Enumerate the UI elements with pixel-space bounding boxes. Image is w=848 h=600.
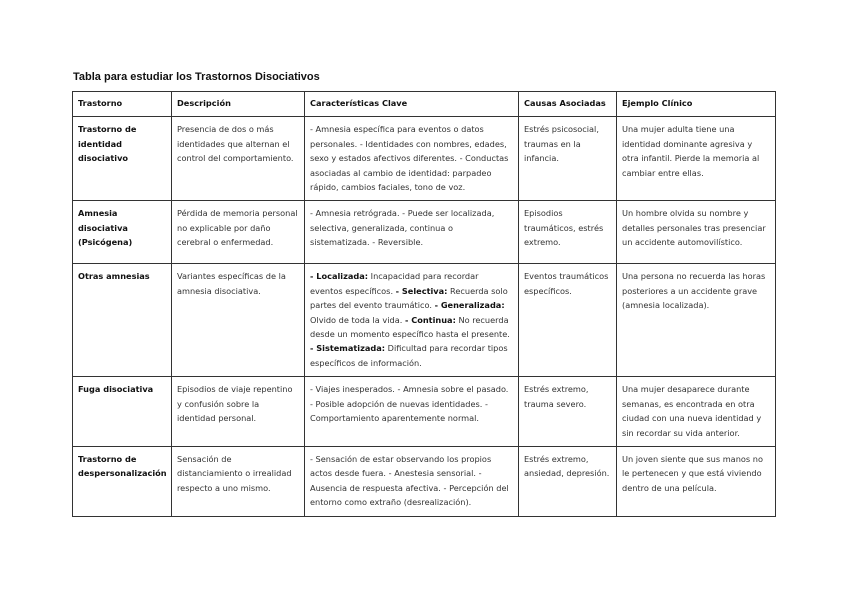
- header-ejemplo: Ejemplo Clínico: [617, 92, 776, 117]
- disorder-name: Fuga disociativa: [73, 377, 172, 447]
- disorder-features: [305, 264, 519, 377]
- table-body: [73, 117, 776, 516]
- feature-text: - Sensación de estar observando los propios actos desde fuera. - Anestesia sensorial. - Ausencia de respuesta afectiva. - Percepción del entorno como extraño (desrealización).: [310, 454, 509, 508]
- feature-label: - Generalizada:: [434, 300, 505, 311]
- header-caracteristicas: Características Clave: [305, 92, 519, 117]
- feature-label: - Localizada:: [310, 271, 369, 282]
- table-row: [73, 264, 776, 377]
- feature-text: Incapacidad para recordar eventos específicos.: [310, 271, 479, 296]
- disorder-description: Presencia de dos o más identidades que alternan el control del comportamiento.: [172, 117, 305, 201]
- feature-segment: [310, 124, 508, 192]
- disorder-description: Episodios de viaje repentino y confusión sobre la identidad personal.: [172, 377, 305, 447]
- table-row: [73, 377, 776, 447]
- disorder-features: [305, 377, 519, 447]
- header-trastorno: Trastorno: [73, 92, 172, 117]
- feature-segment: [310, 454, 509, 507]
- disorder-features: [305, 117, 519, 201]
- header-causas: Causas Asociadas: [519, 92, 617, 117]
- feature-segment: [310, 384, 508, 423]
- table-header-row: [73, 92, 776, 117]
- header-descripcion: Descripción: [172, 92, 305, 117]
- feature-text: - Amnesia específica para eventos o datos personales. - Identidades con nombres, edades, sexo y estados afectivos diferentes. - Conductas asociadas al cambio de identidad: parpadeo rápido, cambios faciales, tono de voz.: [310, 124, 509, 193]
- disorder-name: Amnesia disociativa (Psicógena): [73, 201, 172, 264]
- document-title: Tabla para estudiar los Trastornos Disociativos: [73, 71, 320, 83]
- table-row: [73, 201, 776, 264]
- disorder-name: Otras amnesias: [73, 264, 172, 377]
- disorder-causes: Estrés psicosocial, traumas en la infancia.: [519, 117, 617, 201]
- disorder-causes: Estrés extremo, ansiedad, depresión.: [519, 447, 617, 517]
- disorder-causes: Episodios traumáticos, estrés extremo.: [519, 201, 617, 264]
- disorder-description: Sensación de distanciamiento o irrealidad respecto a uno mismo.: [172, 447, 305, 517]
- disorder-example: Una mujer adulta tiene una identidad dominante agresiva y otra infantil. Pierde la memoria al cambiar entre ellas.: [617, 117, 776, 201]
- disorder-example: Un joven siente que sus manos no le pertenecen y que está viviendo dentro de una película.: [617, 447, 776, 517]
- disorder-description: Pérdida de memoria personal no explicable por daño cerebral o enfermedad.: [172, 201, 305, 264]
- disorders-table: [72, 91, 776, 517]
- feature-text: Recuerda solo partes del evento traumático.: [310, 285, 508, 311]
- disorder-example: Una persona no recuerda las horas posteriores a un accidente grave (amnesia localizada).: [617, 264, 776, 377]
- disorder-example: Un hombre olvida su nombre y detalles personales tras presenciar un accidente automovilístico.: [617, 201, 776, 264]
- table-row: [73, 447, 776, 517]
- feature-text: - Amnesia retrógrada. - Puede ser localizada, selectiva, generalizada, continua o sistematizada. - Reversible.: [310, 208, 495, 248]
- feature-text: Olvido de toda la vida.: [310, 314, 405, 325]
- feature-text: No recuerda desde un momento específico hasta el presente.: [310, 314, 510, 340]
- feature-segment: [310, 343, 508, 367]
- disorder-features: [305, 447, 519, 517]
- disorder-name: Trastorno de despersonalización: [73, 447, 172, 517]
- feature-label: - Sistematizada:: [310, 343, 386, 354]
- disorder-description: Variantes específicas de la amnesia disociativa.: [172, 264, 305, 377]
- feature-text: Dificultad para recordar tipos específicos de información.: [310, 343, 508, 368]
- feature-label: - Selectiva:: [395, 285, 448, 296]
- feature-text: - Viajes inesperados. - Amnesia sobre el pasado. - Posible adopción de nuevas identidades. - Comportamiento aparentemente normal.: [310, 384, 509, 424]
- disorder-causes: Eventos traumáticos específicos.: [519, 264, 617, 377]
- disorder-causes: Estrés extremo, trauma severo.: [519, 377, 617, 447]
- feature-segment: [310, 208, 494, 247]
- table-row: [73, 117, 776, 201]
- disorder-example: Una mujer desaparece durante semanas, es encontrada en otra ciudad con una nueva identidad y sin recordar su vida anterior.: [617, 377, 776, 447]
- disorder-features: [305, 201, 519, 264]
- feature-label: - Continua:: [404, 314, 456, 325]
- disorder-name: Trastorno de identidad disociativo: [73, 117, 172, 201]
